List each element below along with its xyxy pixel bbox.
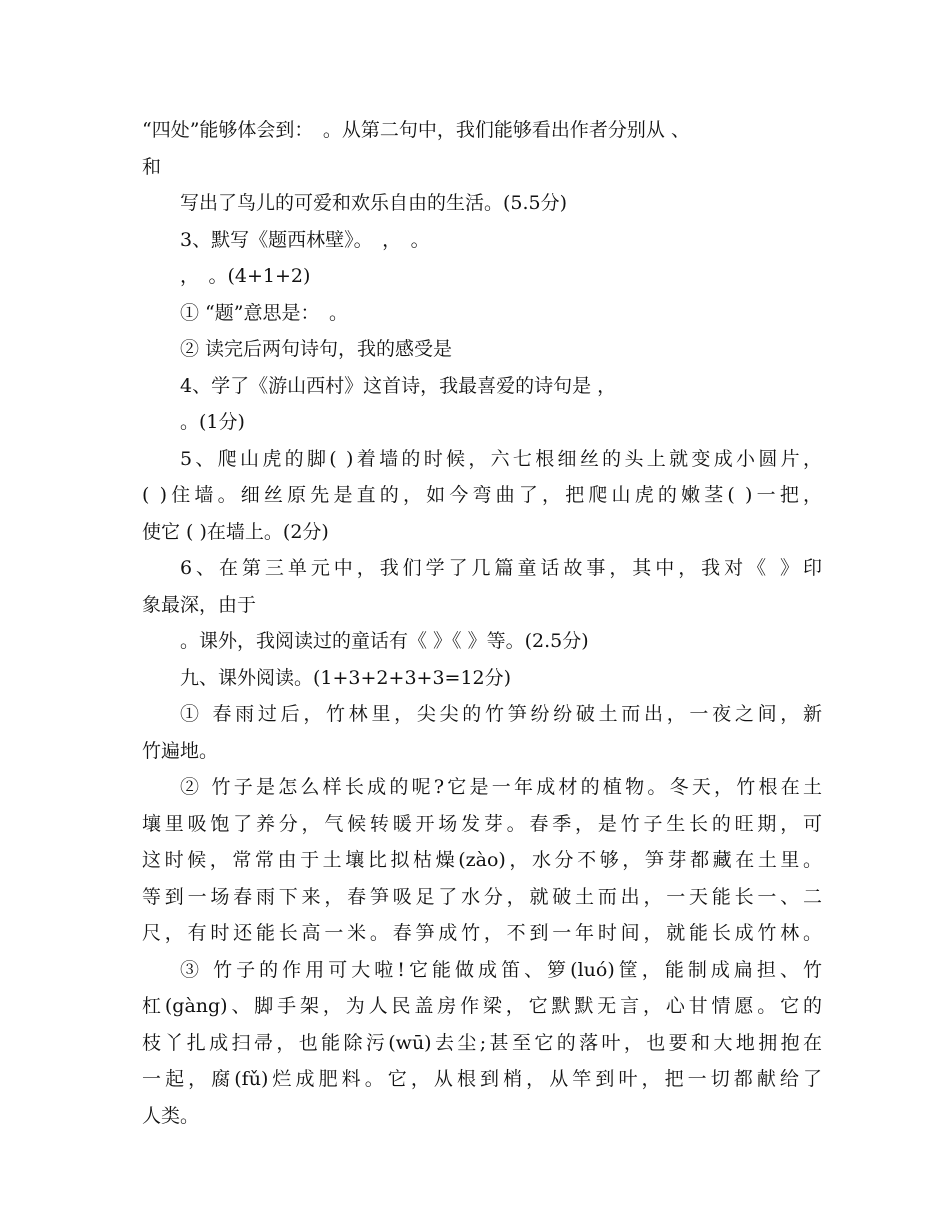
text-line: 一起，腐(fǔ)烂成肥料。它，从根到梢，从竿到叶，把一切都献给了 (142, 1068, 822, 1090)
text-line: 。(1分) (180, 411, 245, 433)
text-line: 杠(gàng)、脚手架，为人民盖房作梁，它默默无言，心甘情愿。它的 (142, 995, 822, 1017)
text-line: 等到一场春雨下来，春笋吸足了水分，就破土而出，一天能长一、二 (142, 885, 822, 908)
text-line: 九、课外阅读。(1+3+2+3+3=12分) (180, 666, 512, 689)
text-line: ② 竹子是怎么样长成的呢?它是一年成材的植物。冬天，竹根在土 (180, 776, 822, 798)
document-body (142, 112, 822, 1134)
text-line: 人类。 (142, 1104, 200, 1127)
text-line: 写出了鸟儿的可爱和欢乐自由的生活。(5.5分) (180, 192, 568, 214)
text-line: ( )住墙。细丝原先是直的，如今弯曲了，把爬山虎的嫩茎( )一把， (142, 484, 822, 506)
text-line: 象最深，由于 (142, 593, 257, 616)
text-line: ③ 竹子的作用可大啦!它能做成笛、箩(luó)筐，能制成扁担、竹 (180, 958, 822, 981)
text-line: 3、默写《题西林壁》。 ， 。 (180, 228, 430, 251)
text-line: ① 春雨过后，竹林里，尖尖的竹笋纷纷破土而出，一夜之间，新 (180, 703, 822, 725)
text-line: 壤里吸饱了养分，气候转暖开场发芽。春季，是竹子生长的旺期，可 (142, 812, 822, 835)
text-line: ， 。(4+1+2) (180, 265, 311, 287)
text-line: 竹遍地。 (142, 739, 219, 762)
text-line: ② 读完后两句诗句，我的感受是 (180, 338, 453, 360)
text-line: 6、在第三单元中，我们学了几篇童话故事，其中，我对《 》印 (180, 557, 822, 579)
text-line: 使它 ( )在墙上。(2分) (142, 520, 329, 543)
text-line: 4、学了《游山西村》这首诗，我最喜爱的诗句是 ， (180, 374, 617, 397)
text-line: 和 (142, 155, 162, 178)
text-line: 枝丫扎成扫帚，也能除污(wū)去尘;甚至它的落叶，也要和大地拥抱在 (142, 1031, 822, 1054)
text-line: 这时候，常常由于土壤比拟枯燥(zào)，水分不够，笋芽都藏在土里。 (142, 849, 822, 871)
text-line: 尺，有时还能长高一米。春笋成竹，不到一年时间，就能长成竹林。 (142, 922, 822, 944)
text-line: 5、爬山虎的脚( )着墙的时候，六七根细丝的头上就变成小圆片， (180, 447, 822, 470)
text-line: 。课外，我阅读过的童话有《 》《 》等。(2.5分) (180, 630, 589, 652)
text-line: “四处”能够体会到： 。从第二句中，我们能够看出作者分别从 、 (142, 119, 690, 141)
text-line: ① “题”意思是： 。 (180, 301, 348, 324)
